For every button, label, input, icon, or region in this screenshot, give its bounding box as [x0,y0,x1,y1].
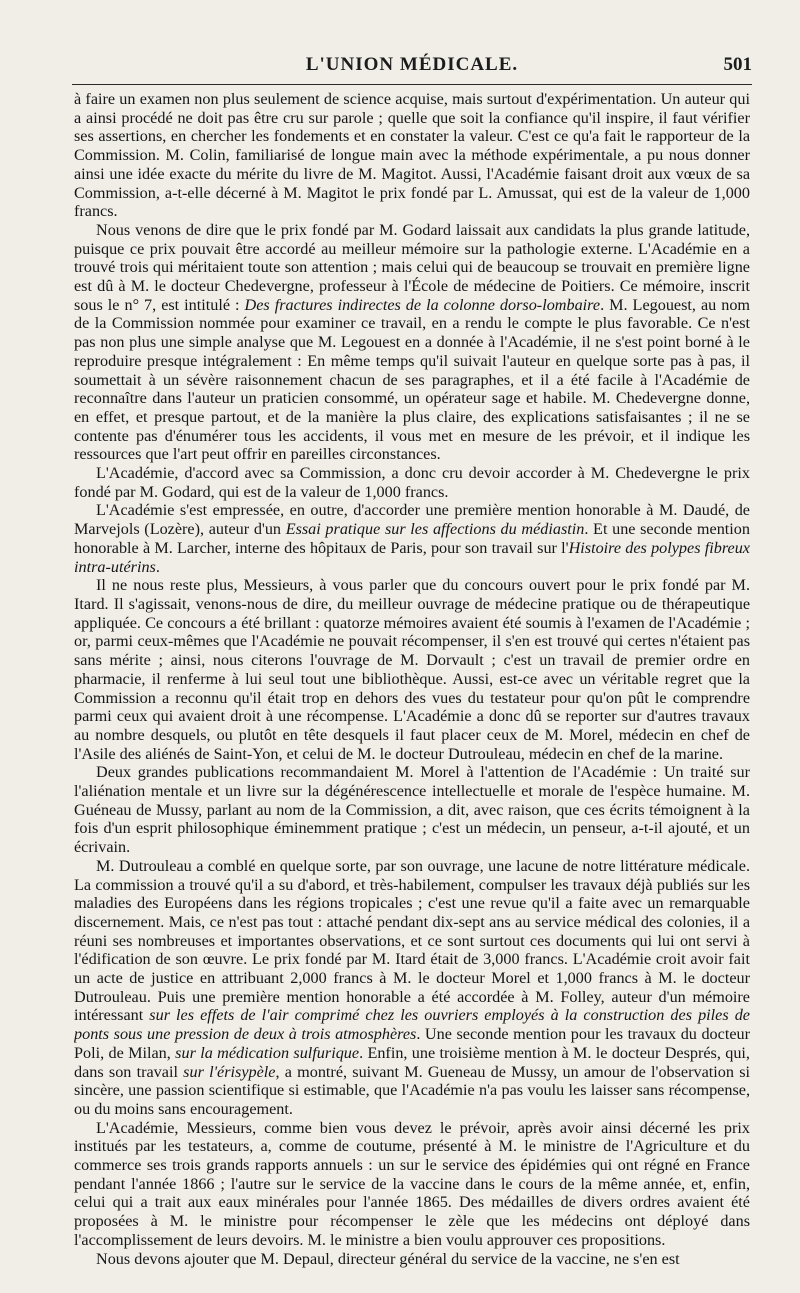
paragraph [74,576,750,763]
header-rule [72,84,752,85]
text-run: . Une seconde mention pour les travaux du docteur Poli, de Milan, [74,1025,750,1062]
page-header [72,50,752,76]
text-run: à faire un examen non plus seulement de science acquise, mais surtout d'expérimentation. Un auteur qui a ainsi procédé ne doit pas être cru sur parole ; quelle que soit la confiance qu'il inspire, il faut vérifier ses assertions, en chercher les fondements et en constater la valeur. C'est ce qu'a fait le rapporteur de la Commission. M. Colin, familiarisé de longue main avec la méthode expérimentale, a pu nous donner ainsi une idée exacte du mérite du livre de M. Magitot. Aussi, l'Académie faisant droit aux vœux de sa Commission, a-t-elle décerné à M. Magitot le prix fondé par L. Amussat, qui est de la valeur de 1,000 francs. [74,90,750,221]
body-text [74,90,750,1280]
paragraph [74,464,750,501]
paragraph [74,221,750,464]
paragraph [74,90,750,221]
text-run: M. Dutrouleau a comblé en quelque sorte, par son ouvrage, une lacune de notre littérature médicale. La commission a trouvé qu'il a su d'abord, et très-habilement, compulser les travaux déjà publiés sur les maladies des Européens dans les régions tropicales ; c'est une revue qu'il a faite avec un remarquable discernement. Mais, ce n'est pas tout : attaché pendant dix-sept ans au service médical des colonies, il a réuni ses nombreuses et importantes observations, et ce sont surtout ces documents qui lui ont servi à l'édification de son œuvre. Le prix fondé par M. Itard était de 3,000 francs. L'Académie croit avoir fait un acte de justice en attribuant 2,000 francs à M. le docteur Morel et 1,000 francs à M. le docteur Dutrouleau. Puis une première mention honorable a été accordée à M. Folley, auteur d'un mémoire intéressant [74,856,750,1025]
italic-title: Histoire des polypes fibreux intra-utérins [74,538,750,576]
text-run: . Enfin, une troisième mention à M. le docteur Després, qui, dans son travail [74,1043,750,1081]
italic-title: sur la médication sulfurique [175,1043,360,1062]
italic-title: Des fractures indirectes de la colonne dorso-lombaire [244,295,601,314]
text-run: Nous venons de dire que le prix fondé par M. Godard laissait aux candidats la plus grande latitude, puisque ce prix pouvait être accordé au meilleur mémoire sur la pathologie externe. L'Académie en a trouvé trois qui méritaient toute son attention ; mais celui qui de beaucoup se trouvait en première ligne est dû à M. le docteur Chedevergne, professeur à l'École de médecine de Poitiers. Ce mémoire, inscrit sous le n° 7, est intitulé : [74,220,750,314]
italic-title: Essai pratique sur les affections du médiastin [285,520,585,539]
text-run: Il ne nous reste plus, Messieurs, à vous parler que du concours ouvert pour le prix fondé par M. Itard. Il s'agissait, venons-nous de dire, du meilleur ouvrage de médecine pratique ou de thérapeutique appliquée. Ce concours a été brillant : quatorze mémoires avaient été soumis à l'examen de l'Académie ; or, parmi ceux-mêmes que l'Académie ne pouvait récompenser, il s'en est trouvé qui certes n'étaient pas sans mérite ; ainsi, nous citerons l'ouvrage de M. Dorvault ; c'est un travail de premier ordre en pharmacie, il renferme à lui seul tout une bibliothèque. Aussi, est-ce avec un véritable regret que la Commission a reconnu qu'il était trop en dehors des vues du testateur pour qu'on pût le comprendre parmi ceux qui avaient droit à une récompense. L'Académie a donc dû se reporter sur d'autres travaux au nombre desquels, ou plutôt en tête desquels il faut placer ceux de M. Morel, médecin en chef de l'Asile des aliénés de Saint-Yon, et celui de M. le docteur Dutrouleau, médecin en chef de la marine. [74,576,750,763]
text-run: L'Académie, d'accord avec sa Commission, a donc cru devoir accorder à M. Chedevergne le prix fondé par M. Godard, qui est de la valeur de 1,000 francs. [74,464,750,501]
paragraph [74,763,750,857]
italic-title: sur l'érisypèle [183,1062,276,1081]
paragraph [74,857,750,1119]
paragraph [74,1250,750,1269]
page-number: 501 [723,54,752,75]
italic-title: sur les effets de l'air comprimé chez les ouvriers employés à la construction des piles de ponts sous une pression de deux à trois atmosphères [74,1006,750,1044]
left-margin [0,90,62,1280]
text-run: . [155,557,160,576]
text-run: . M. Legouest, au nom de la Commission nommée pour examiner ce travail, en a rendu le compte le plus favorable. Ce n'est pas non plus une simple analyse que M. Legouest en a donnée à l'Académie, il ne s'est point borné à le reproduire presque intégralement : En même temps qu'il suivait l'auteur en quelque sorte pas à pas, il soumettait à un sévère raisonnement chacun de ses paragraphes, et il a été facile à l'Académie de reconnaître dans l'auteur un praticien consommé, un opérateur sage et habile. M. Chedevergne donne, en effet, et presque partout, et de la manière la plus claire, des explications satisfaisantes ; il ne se contente pas d'énumérer tous les accidents, il vous met en mesure de les prévoir, et il indique les ressources que l'art peut offrir en pareilles circonstances. [74,295,750,464]
text-run: Nous devons ajouter que M. Depaul, directeur général du service de la vaccine, ne s'en est [96,1249,680,1268]
text-run: L'Académie, Messieurs, comme bien vous devez le prévoir, après avoir ainsi décerné les prix institués par les testateurs, a, comme de coutume, présenté à M. le ministre de l'Agriculture et du commerce ses trois grands rapports annuels : un sur le service des épidémies qui ont régné en France pendant l'année 1866 ; l'autre sur le service de la vaccine dans le cours de la même année, et, enfin, celui qui a trait aux eaux minérales pour l'année 1865. Des médailles de divers ordres avaient été proposées à M. le ministre pour récompenser le zèle que les médecins ont déployé dans l'accomplissement de leurs devoirs. M. le ministre a bien voulu approuver ces propositions. [74,1118,750,1249]
text-run: . Et une seconde mention honorable à M. Larcher, interne des hôpitaux de Paris, pour son travail sur l' [74,520,750,557]
text-run: , a montré, suivant M. Gueneau de Mussy, un amour de l'observation si sincère, une passion scientifique si estimable, que l'Académie n'a pas voulu les laisser sans récompense, ou du moins sans encouragement. [74,1062,750,1118]
paragraph [74,501,750,576]
text-run: L'Académie s'est empressée, en outre, d'accorder une première mention honorable à M. Daudé, de Marvejols (Lozère), auteur d'un [74,501,750,539]
text-run: Deux grandes publications recommandaient M. Morel à l'attention de l'Académie : Un traité sur l'aliénation mentale et un livre sur la dégénérescence intellectuelle et morale de l'espèce humaine. M. Guéneau de Mussy, parlant au nom de la Commission, a dit, avec raison, que ces écrits témoignent à la fois d'un esprit philosophique éminemment pratique ; c'est un médecin, un penseur, a-t-il ajouté, et un écrivain. [74,763,750,857]
paragraph [74,1119,750,1250]
running-title: L'UNION MÉDICALE. [305,54,519,75]
